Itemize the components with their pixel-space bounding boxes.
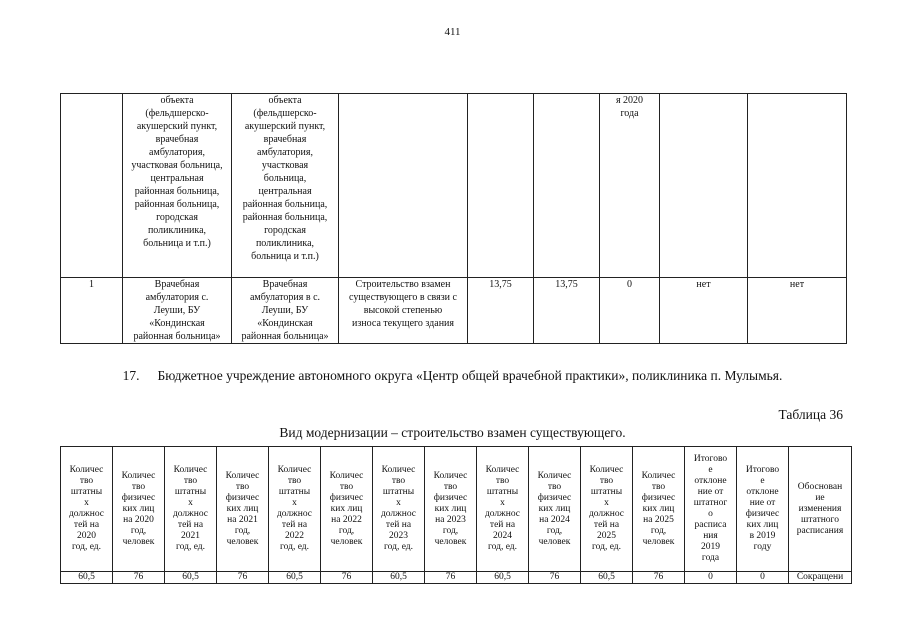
- table-label: Таблица 36: [778, 407, 843, 422]
- table-cell: Врачебная амбулатория с. Леуши, БУ «Кондинская районная больница»: [123, 278, 232, 344]
- header-row: [61, 447, 852, 572]
- table-cell: 60,5: [61, 572, 113, 584]
- table-cell: 1: [61, 278, 123, 344]
- column-header: Количес тво штатны х должнос тей на 2020 год, ед.: [61, 447, 113, 572]
- column-header: Количес тво физичес ких лиц на 2023 год, человек: [425, 447, 477, 572]
- table-cell: [660, 94, 748, 278]
- continuation-table: [60, 93, 847, 344]
- table-cell: 76: [529, 572, 581, 584]
- section-number: 17.: [122, 368, 140, 383]
- column-header: Количес тво физичес ких лиц на 2025 год, человек: [633, 447, 685, 572]
- table-cell: 0: [600, 278, 660, 344]
- column-header: Количес тво физичес ких лиц на 2020 год, человек: [113, 447, 165, 572]
- table-cell: 76: [321, 572, 373, 584]
- table-cell: 13,75: [468, 278, 534, 344]
- table-cell: 60,5: [581, 572, 633, 584]
- staffing-table: [60, 446, 852, 584]
- table-cell: 0: [685, 572, 737, 584]
- column-header: Обоснован ие изменения штатного расписания: [789, 447, 852, 572]
- table-cell: Сокращени: [789, 572, 852, 584]
- table-row: [61, 94, 847, 278]
- table-cell: [748, 94, 847, 278]
- table-cell: [534, 94, 600, 278]
- table-cell: 76: [217, 572, 269, 584]
- table-cell: 76: [633, 572, 685, 584]
- column-header: Количес тво штатны х должнос тей на 2022 год, ед.: [269, 447, 321, 572]
- table-row: [61, 278, 847, 344]
- table-cell: 0: [737, 572, 789, 584]
- table-cell: Строительство взамен существующего в связи с высокой степенью износа текущего здания: [339, 278, 468, 344]
- table-cell: 60,5: [165, 572, 217, 584]
- table-caption: Вид модернизации – строительство взамен существующего.: [279, 425, 626, 440]
- table-cell: 60,5: [373, 572, 425, 584]
- table-cell: 13,75: [534, 278, 600, 344]
- column-header: Итогово е отклоне ние от физичес ких лиц в 2019 году: [737, 447, 789, 572]
- table-cell: [468, 94, 534, 278]
- section-heading: [0, 368, 905, 384]
- table-cell: [339, 94, 468, 278]
- table-row: [61, 572, 852, 584]
- column-header: Количес тво штатны х должнос тей на 2021 год, ед.: [165, 447, 217, 572]
- table-cell: объекта (фельдшерско- акушерский пункт, врачебная амбулатория, участковая больница, центральная районная больница, районная больница, городская поликлиника, больница и т.п.): [123, 94, 232, 278]
- table-cell: объекта (фельдшерско- акушерский пункт, врачебная амбулатория, участковая больница, центральная районная больница, районная больница, городская поликлиника, больница и т.п.): [232, 94, 339, 278]
- column-header: Количес тво физичес ких лиц на 2024 год, человек: [529, 447, 581, 572]
- table-cell: 76: [425, 572, 477, 584]
- table-cell: 76: [113, 572, 165, 584]
- column-header: Количес тво штатны х должнос тей на 2025 год, ед.: [581, 447, 633, 572]
- table-cell: нет: [748, 278, 847, 344]
- section-title: Бюджетное учреждение автономного округа «Центр общей врачебной практики», поликлиника п. Мулымья.: [157, 368, 783, 383]
- table-cell: 60,5: [477, 572, 529, 584]
- column-header: Количес тво физичес ких лиц на 2021 год, человек: [217, 447, 269, 572]
- table-cell: Врачебная амбулатория в с. Леуши, БУ «Кондинская районная больница»: [232, 278, 339, 344]
- column-header: Количес тво штатны х должнос тей на 2024 год, ед.: [477, 447, 529, 572]
- page-number: 411: [444, 26, 461, 38]
- table-cell: [61, 94, 123, 278]
- table-cell: 60,5: [269, 572, 321, 584]
- table-cell: нет: [660, 278, 748, 344]
- column-header: Количес тво штатны х должнос тей на 2023 год, ед.: [373, 447, 425, 572]
- table-cell: я 2020 года: [600, 94, 660, 278]
- column-header: Количес тво физичес ких лиц на 2022 год, человек: [321, 447, 373, 572]
- column-header: Итогово е отклоне ние от штатног о расписа ния 2019 года: [685, 447, 737, 572]
